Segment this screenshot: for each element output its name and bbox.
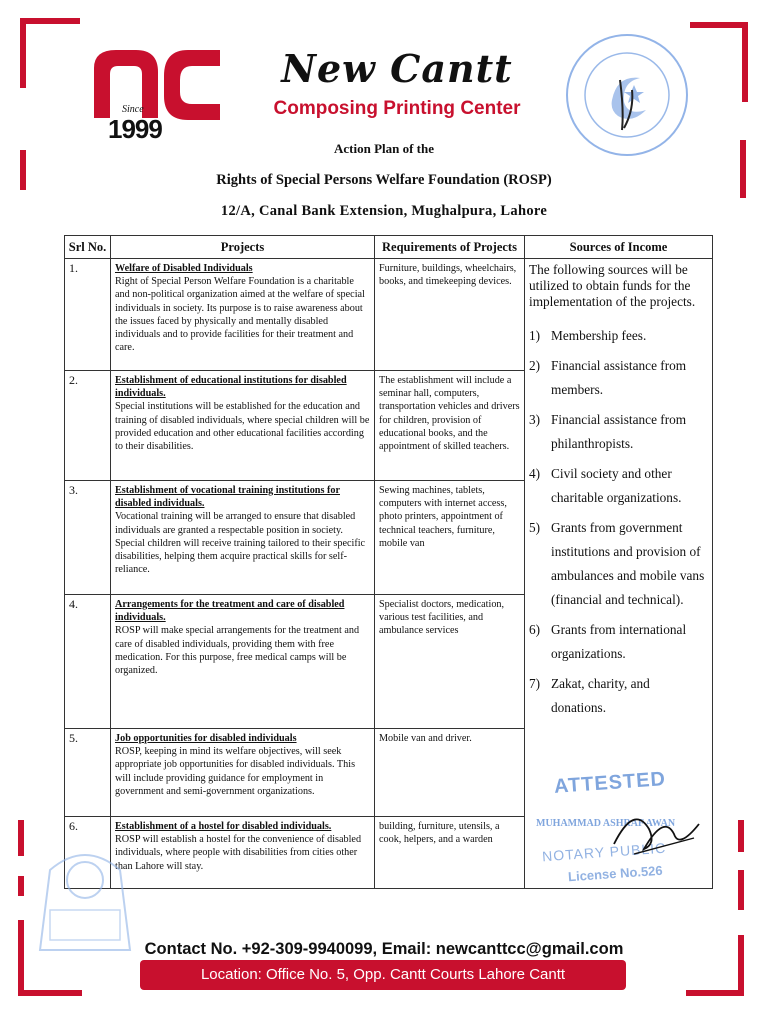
frame-mark (20, 18, 26, 88)
col-header-requirements: Requirements of Projects (375, 236, 525, 259)
list-item: 1) Membership fees. (529, 328, 647, 343)
project-title: Welfare of Disabled Individuals (115, 263, 253, 274)
row-project (111, 481, 375, 595)
project-body: Special institutions will be established for the education and training of disabled individuals, where special children will be provided education and other educational facilities according to their disabilities. (115, 401, 370, 453)
frame-mark (18, 876, 24, 896)
frame-mark (18, 990, 82, 996)
table-header-row (65, 236, 713, 259)
row-project (111, 729, 375, 817)
table-row (65, 259, 713, 371)
frame-mark (738, 820, 744, 852)
nc-logo (88, 38, 228, 148)
attested-stamp (534, 770, 714, 890)
list-item: 4) Civil society and other charitable organizations. (529, 466, 682, 505)
income-intro: The following sources will be utilized to obtain funds for the implementation of the projects. (529, 262, 696, 309)
logo-since: Since (122, 104, 144, 115)
row-project (111, 817, 375, 889)
row-requirements: building, furniture, utensils, a cook, helpers, and a warden (375, 817, 525, 889)
row-requirements: Specialist doctors, medication, various test facilities, and ambulance services (375, 595, 525, 729)
signature (604, 794, 704, 864)
attested-license: License No.526 (567, 862, 664, 885)
brand-block (262, 46, 532, 120)
frame-mark (18, 820, 24, 856)
col-header-srl: Srl No. (65, 236, 111, 259)
frame-mark (690, 22, 748, 28)
logo-year: 1999 (108, 114, 162, 144)
footer-contact: Contact No. +92-309-9940099, Email: newcanttcc@gmail.com (144, 940, 624, 958)
row-srl: 3. (65, 481, 111, 595)
row-project (111, 595, 375, 729)
row-requirements: Mobile van and driver. (375, 729, 525, 817)
list-item: 5) Grants from government institutions and provision of ambulances and mobile vans (financial and technical). (529, 520, 705, 607)
project-title: Establishment of a hostel for disabled individuals. (115, 821, 332, 832)
row-project (111, 371, 375, 481)
brand-name: New Cantt (281, 46, 513, 91)
frame-mark (742, 22, 748, 102)
heading-line3: 12/A, Canal Bank Extension, Mughalpura, Lahore (220, 203, 548, 219)
frame-mark (738, 870, 744, 910)
row-srl: 4. (65, 595, 111, 729)
list-item: 6) Grants from international organizations. (529, 622, 687, 661)
brand-subtitle: Composing Printing Center (273, 98, 521, 119)
col-header-projects: Projects (111, 236, 375, 259)
heading-line2: Rights of Special Persons Welfare Foundation (ROSP) (216, 172, 552, 188)
project-title: Job opportunities for disabled individuals (115, 733, 297, 744)
project-title: Establishment of vocational training institutions for disabled individuals. (115, 485, 340, 510)
row-srl: 6. (65, 817, 111, 889)
project-body: ROSP will make special arrangements for the treatment and care of disabled individuals, providing them with free medication. For this purpose, free medical camps will be organized. (115, 625, 360, 677)
frame-mark (20, 18, 80, 24)
project-title: Establishment of educational institutions for disabled individuals. (115, 375, 347, 400)
project-body: Vocational training will be arranged to ensure that disabled individuals are granted a respectable position in society. Special children will receive training tailored to their specific disabilities, helping them acquire practical skills for self-reliance. (115, 511, 366, 576)
list-item: 7) Zakat, charity, and donations. (529, 676, 650, 715)
row-requirements: The establishment will include a seminar hall, computers, transportation vehicles and drivers for children, provision of educational books, and the appointment of skilled teachers. (375, 371, 525, 481)
project-body: ROSP, keeping in mind its welfare objectives, will seek appropriate job opportunities for disabled individuals. This will include providing guidance for employment in government and semi-government organizations. (115, 746, 356, 797)
row-srl: 5. (65, 729, 111, 817)
list-item: 3) Financial assistance from philanthropists. (529, 412, 687, 451)
row-project (111, 259, 375, 371)
row-srl: 2. (65, 371, 111, 481)
project-body: Right of Special Person Welfare Foundation is a charitable and non-political organization aimed at the welfare of special individuals in society. Its purpose is to raise awareness about the issues faced by physically and mentally disabled individuals and to provide facilities for their treatment and care. (115, 276, 365, 354)
col-header-income: Sources of Income (525, 236, 713, 259)
project-body: ROSP will establish a hostel for the convenience of disabled individuals, where people with disabilities from cities other than Lahore will stay. (115, 834, 362, 872)
attested-role: NOTARY PUBLIC (541, 839, 667, 865)
row-requirements: Sewing machines, tablets, computers with internet access, photo printers, appointment of technical teachers, furniture, mobile van (375, 481, 525, 595)
footer-location: Location: Office No. 5, Opp. Cantt Courts Lahore Cantt (140, 960, 626, 990)
frame-mark (686, 990, 744, 996)
attested-word: ATTESTED (553, 768, 667, 798)
income-sources-list (529, 324, 708, 720)
project-title: Arrangements for the treatment and care of disabled individuals. (115, 599, 345, 624)
row-requirements: Furniture, buildings, wheelchairs, books, and timekeeping devices. (375, 259, 525, 371)
attested-name: MUHAMMAD ASHRAF AWAN (536, 818, 676, 829)
list-item: 2) Financial assistance from members. (529, 358, 687, 397)
heading-line1: Action Plan of the (333, 141, 435, 156)
row-srl: 1. (65, 259, 111, 371)
